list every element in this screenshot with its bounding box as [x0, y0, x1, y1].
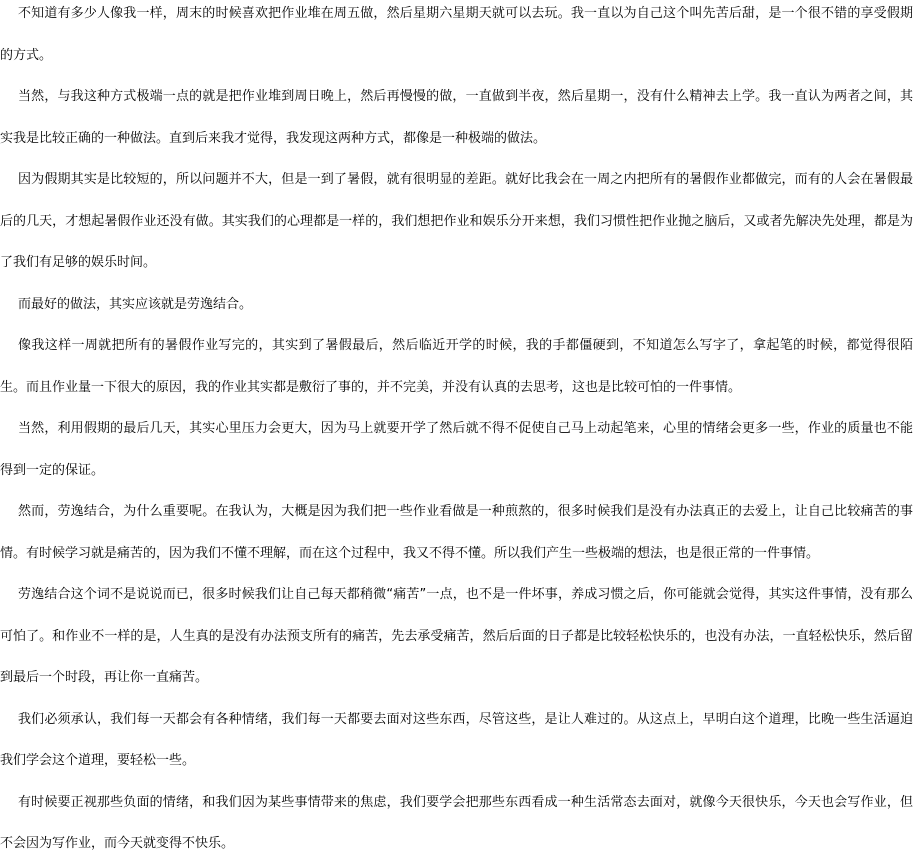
paragraph-10: 有时候要正视那些负面的情绪，和我们因为某些事情带来的焦虑，我们要学会把那些东西看成一种生活常态去面对，就像今天很快乐，今天也会写作业，但不会因为写作业，而今天就变得不快乐。 [0, 794, 913, 851]
paragraph-4: 而最好的做法，其实应该就是劳逸结合。 [18, 296, 253, 312]
paragraph-2: 当然，与我这种方式极端一点的就是把作业堆到周日晚上，然后再慢慢的做，一直做到半夜，然后星期一，没有什么精神去上学。我一直认为两者之间，其实我是比较正确的一种做法。直到后来我才觉得，我发现这两种方式，都像是一种极端的做法。 [0, 89, 913, 146]
paragraph-1: 不知道有多少人像我一样，周末的时候喜欢把作业堆在周五做，然后星期六星期天就可以去玩。我一直以为自己这个叫先苦后甜，是一个很不错的享受假期的方式。 [0, 6, 913, 63]
paragraph-5: 像我这样一周就把所有的暑假作业写完的，其实到了暑假最后，然后临近开学的时候，我的手都僵硬到，不知道怎么写字了，拿起笔的时候，都觉得很陌生。而且作业量一下很大的原因，我的作业其实都是敷衍了事的，并不完美，并没有认真的去思考，这也是比较可怕的一件事情。 [0, 338, 913, 395]
paragraph-8: 劳逸结合这个词不是说说而已，很多时候我们让自己每天都稍微“痛苦”一点，也不是一件坏事，养成习惯之后，你可能就会觉得，其实这件事情，没有那么可怕了。和作业不一样的是，人生真的是没有办法预支所有的痛苦，先去承受痛苦，然后后面的日子都是比较轻松快乐的，也没有办法，一直轻松快乐，然后留到最后一个时段，再让你一直痛苦。 [0, 587, 913, 685]
paragraph-7: 然而，劳逸结合，为什么重要呢。在我认为，大概是因为我们把一些作业看做是一种煎熬的，很多时候我们是没有办法真正的去爱上，让自己比较痛苦的事情。有时候学习就是痛苦的，因为我们不懂不理解，而在这个过程中，我又不得不懂。所以我们产生一些极端的想法，也是很正常的一件事情。 [0, 504, 913, 561]
paragraph-6: 当然，利用假期的最后几天，其实心里压力会更大，因为马上就要开学了然后就不得不促使自己马上动起笔来，心里的情绪会更多一些，作业的质量也不能得到一定的保证。 [0, 421, 913, 478]
paragraph-9: 我们必须承认，我们每一天都会有各种情绪，我们每一天都要去面对这些东西，尽管这些，是让人难过的。从这点上，早明白这个道理，比晚一些生活逼迫我们学会这个道理，要轻松一些。 [0, 711, 913, 768]
paragraph-3: 因为假期其实是比较短的，所以问题并不大，但是一到了暑假，就有很明显的差距。就好比我会在一周之内把所有的暑假作业都做完，而有的人会在暑假最后的几天，才想起暑假作业还没有做。其实我们的心理都是一样的，我们想把作业和娱乐分开来想，我们习惯性把作业抛之脑后，又或者先解决先处理，都是为了我们有足够的娱乐时间。 [0, 172, 913, 270]
